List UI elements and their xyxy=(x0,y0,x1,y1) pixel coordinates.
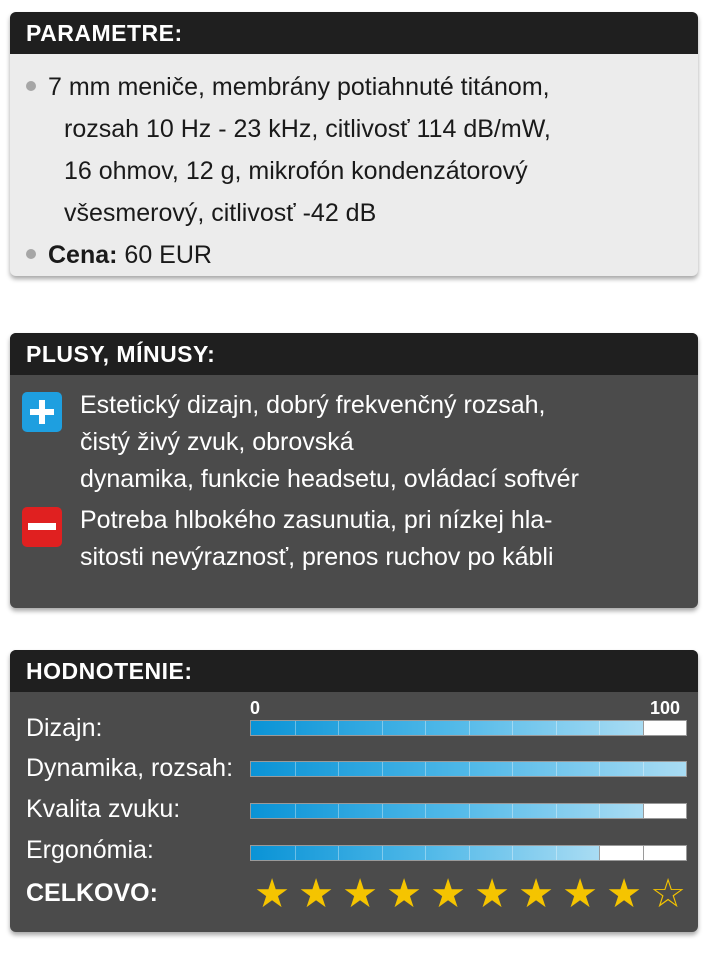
spec-line: 7 mm meniče, membrány potiahnuté titánom, xyxy=(48,73,550,101)
bullet-dot-icon xyxy=(26,81,36,91)
cons-line: sitosti nevýraznosť, prenos ruchov po kábli xyxy=(80,543,554,571)
star-filled-icon: ★ xyxy=(562,871,598,917)
star-filled-icon: ★ xyxy=(606,871,642,917)
bar-segment-divider xyxy=(556,804,557,818)
cons-line: Potreba hlbokého zasunutia, pri nízkej hla- xyxy=(80,506,553,534)
bar-segment-divider xyxy=(338,846,339,860)
price-bullet xyxy=(24,234,682,276)
bar-segment-divider xyxy=(425,721,426,735)
bar-segment-divider xyxy=(295,804,296,818)
bar-segment-divider xyxy=(295,762,296,776)
spec-line: rozsah 10 Hz - 23 kHz, citlivosť 114 dB/mW, xyxy=(64,115,551,143)
bar-segment-divider xyxy=(295,721,296,735)
bar-segment-divider xyxy=(425,804,426,818)
pros-row xyxy=(22,387,682,498)
spec-line: 16 ohmov, 12 g, mikrofón kondenzátorový xyxy=(64,157,528,185)
bar-segment-divider xyxy=(338,762,339,776)
bar-segment-divider xyxy=(556,846,557,860)
pros-line: čistý živý zvuk, obrovská xyxy=(80,428,354,456)
rating-bar-dynamika xyxy=(250,761,687,777)
bar-segment-divider xyxy=(382,846,383,860)
minus-icon xyxy=(22,507,62,547)
rating-body xyxy=(10,692,698,932)
bar-segment-divider xyxy=(425,846,426,860)
bar-segment-divider xyxy=(338,721,339,735)
bar-segment-divider xyxy=(382,762,383,776)
bar-segment-divider xyxy=(599,804,600,818)
pros-cons-panel xyxy=(10,333,698,608)
plus-icon xyxy=(22,392,62,432)
price-value: 60 EUR xyxy=(124,241,212,269)
bar-segment-divider xyxy=(295,846,296,860)
pros-cons-body xyxy=(10,375,698,576)
price-label: Cena: xyxy=(48,241,118,269)
spec-bullet xyxy=(24,66,682,234)
star-filled-icon: ★ xyxy=(386,871,422,917)
bar-segment-divider xyxy=(382,721,383,735)
parameters-title: PARAMETRE: xyxy=(10,12,698,54)
rating-title: HODNOTENIE: xyxy=(10,650,698,692)
cons-row xyxy=(22,502,682,576)
star-filled-icon: ★ xyxy=(298,871,334,917)
star-filled-icon: ★ xyxy=(518,871,554,917)
bar-segment-divider xyxy=(425,762,426,776)
bar-segment-divider xyxy=(556,762,557,776)
rating-label-ergonomia: Ergonómia: xyxy=(26,836,154,864)
bar-segment-divider xyxy=(643,804,644,818)
total-stars xyxy=(250,872,690,916)
bar-segment-divider xyxy=(512,846,513,860)
bullet-dot-icon xyxy=(26,249,36,259)
rating-label-dizajn: Dizajn: xyxy=(26,714,103,742)
rating-bar-fill xyxy=(251,721,643,735)
bar-segment-divider xyxy=(643,846,644,860)
pros-line: Estetický dizajn, dobrý frekvenčný rozsah, xyxy=(80,391,546,419)
bar-segment-divider xyxy=(599,846,600,860)
scale-min-label: 0 xyxy=(250,698,261,718)
pros-cons-title: PLUSY, MÍNUSY: xyxy=(10,333,698,375)
bar-segment-divider xyxy=(469,804,470,818)
parameters-panel xyxy=(10,12,698,276)
rating-bar-ergonomia xyxy=(250,845,687,861)
bar-segment-divider xyxy=(469,762,470,776)
rating-label-dynamika: Dynamika, rozsah: xyxy=(26,754,234,782)
scale-max-label: 100 xyxy=(650,698,681,718)
bar-segment-divider xyxy=(643,762,644,776)
bar-segment-divider xyxy=(382,804,383,818)
parameters-body xyxy=(10,54,698,276)
star-filled-icon: ★ xyxy=(474,871,510,917)
star-empty-icon: ☆ xyxy=(650,871,686,917)
rating-panel xyxy=(10,650,698,932)
rating-bar-fill xyxy=(251,804,643,818)
bar-segment-divider xyxy=(512,804,513,818)
rating-bar-dizajn xyxy=(250,720,687,736)
bar-segment-divider xyxy=(643,721,644,735)
bar-segment-divider xyxy=(512,762,513,776)
bar-segment-divider xyxy=(599,721,600,735)
star-filled-icon: ★ xyxy=(254,871,290,917)
rating-bar-kvalita xyxy=(250,803,687,819)
rating-label-kvalita: Kvalita zvuku: xyxy=(26,795,181,823)
star-filled-icon: ★ xyxy=(342,871,378,917)
bar-segment-divider xyxy=(556,721,557,735)
bar-segment-divider xyxy=(512,721,513,735)
pros-line: dynamika, funkcie headsetu, ovládací softvér xyxy=(80,465,579,493)
total-label: CELKOVO: xyxy=(26,879,158,907)
bar-segment-divider xyxy=(469,846,470,860)
star-filled-icon: ★ xyxy=(430,871,466,917)
bar-segment-divider xyxy=(338,804,339,818)
spec-line: všesmerový, citlivosť -42 dB xyxy=(64,199,377,227)
bar-segment-divider xyxy=(469,721,470,735)
bar-segment-divider xyxy=(599,762,600,776)
